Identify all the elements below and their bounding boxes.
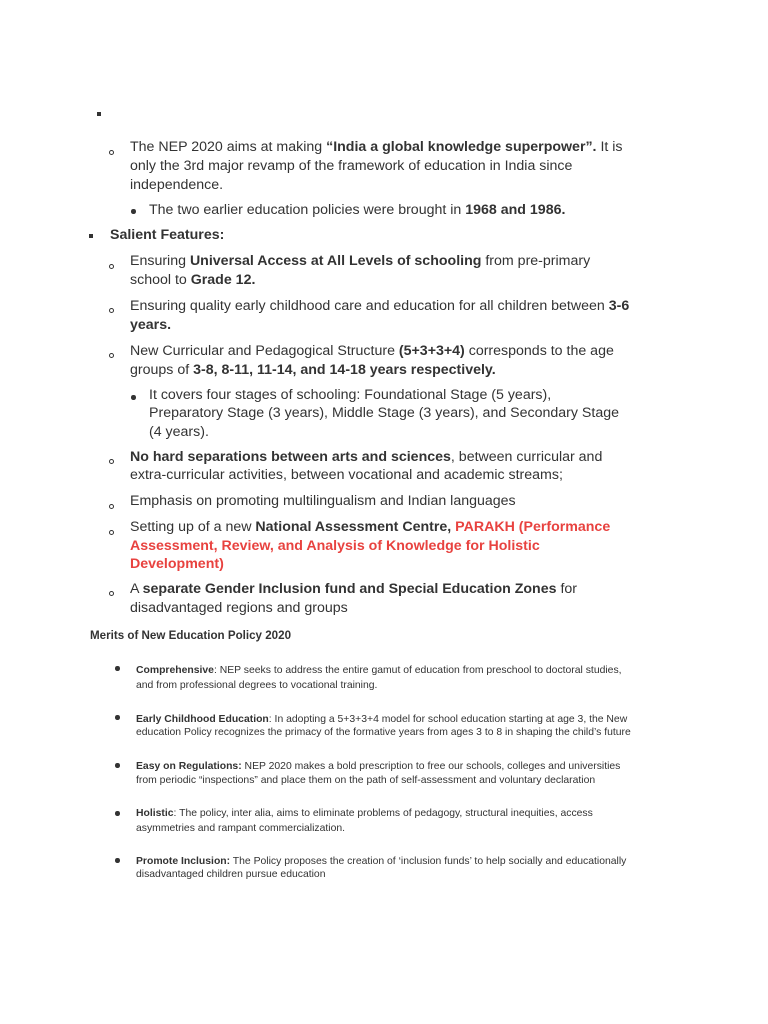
gender-line-1: A separate Gender Inclusion fund and Special Education Zones for	[130, 581, 578, 597]
merit-ecce-line-2: education Policy recognizes the primacy of the formative years from ages 3 to 8 in shaping the child’s future	[136, 727, 631, 738]
separations-line-1: No hard separations between arts and sciences, between curricular and	[130, 449, 603, 465]
list-bullet-circle	[109, 150, 114, 155]
list-bullet-dot	[131, 209, 136, 214]
ecce-line-2: years.	[130, 317, 172, 333]
stages-line-2: Preparatory Stage (3 years), Middle Stage (3 years), and Secondary Stage	[149, 405, 620, 421]
merit-inclusion-line-2: disadvantaged children pursue education	[136, 869, 326, 880]
merit-regulations-line-1: Easy on Regulations: NEP 2020 makes a bold prescription to free our schools, colleges and universities	[136, 761, 621, 772]
list-bullet-circle	[109, 353, 114, 358]
list-bullet-circle	[109, 459, 114, 464]
merits-heading: Merits of New Education Policy 2020	[90, 629, 292, 642]
ecce-line-1: Ensuring quality early childhood care and education for all children between 3-6	[130, 298, 630, 314]
earlier-policies: The two earlier education policies were brought in 1968 and 1986.	[149, 202, 566, 218]
multilingual-item: Emphasis on promoting multilingualism and Indian languages	[130, 493, 516, 509]
list-bullet-dot	[131, 395, 136, 400]
parakh-line-3: Development)	[130, 556, 224, 572]
merit-comprehensive-line-1: Comprehensive: NEP seeks to address the entire gamut of education from preschool to doctoral studies,	[136, 665, 622, 676]
structure-line-2: groups of 3-8, 8-11, 11-14, and 14-18 years respectively.	[130, 362, 496, 378]
salient-heading: Salient Features:	[110, 227, 225, 243]
intro-line-1: The NEP 2020 aims at making “India a global knowledge superpower”. It is	[130, 139, 623, 155]
list-bullet-circle	[109, 308, 114, 313]
list-bullet-dot	[115, 715, 120, 720]
gender-line-2: disadvantaged regions and groups	[130, 600, 348, 616]
separations-line-2: extra-curricular activities, between vocational and academic streams;	[130, 467, 563, 483]
stages-line-1: It covers four stages of schooling: Foundational Stage (5 years),	[149, 387, 552, 403]
parakh-line-1: Setting up of a new National Assessment Centre, PARAKH (Performance	[130, 519, 611, 535]
intro-line-3: independence.	[130, 177, 224, 193]
merit-inclusion-line-1: Promote Inclusion: The Policy proposes the creation of ‘inclusion funds’ to help socially and educationally	[136, 856, 627, 867]
stages-line-3: (4 years).	[149, 424, 209, 440]
list-bullet-circle	[109, 264, 114, 269]
list-bullet-dot	[115, 811, 120, 816]
list-bullet-dot	[115, 763, 120, 768]
list-bullet-dot	[115, 858, 120, 863]
merit-holistic-line-1: Holistic: The policy, inter alia, aims to eliminate problems of pedagogy, structural inequities, access	[136, 808, 593, 819]
merit-ecce-line-1: Early Childhood Education: In adopting a 5+3+3+4 model for school education starting at age 3, the New	[136, 714, 628, 725]
universal-line-1: Ensuring Universal Access at All Levels of schooling from pre-primary	[130, 253, 591, 269]
list-bullet-dot	[115, 666, 120, 671]
list-bullet-circle	[109, 591, 114, 596]
universal-line-2: school to Grade 12.	[130, 272, 256, 288]
merit-regulations-line-2: from periodic “inspections” and place them on the path of self-assessment and voluntary declaration	[136, 775, 596, 786]
parakh-line-2: Assessment, Review, and Analysis of Knowledge for Holistic	[130, 538, 540, 554]
list-bullet-circle	[109, 504, 114, 509]
merit-holistic-line-2: asymmetries and rampant commercialization.	[136, 823, 346, 834]
merit-comprehensive-line-2: and from professional degrees to vocational training.	[136, 680, 378, 691]
list-bullet-square	[89, 234, 93, 238]
structure-line-1: New Curricular and Pedagogical Structure (5+3+3+4) corresponds to the age	[130, 343, 614, 359]
list-bullet-circle	[109, 530, 114, 535]
empty-bullet-square	[97, 112, 101, 116]
intro-line-2: only the 3rd major revamp of the framework of education in India since	[130, 158, 573, 174]
